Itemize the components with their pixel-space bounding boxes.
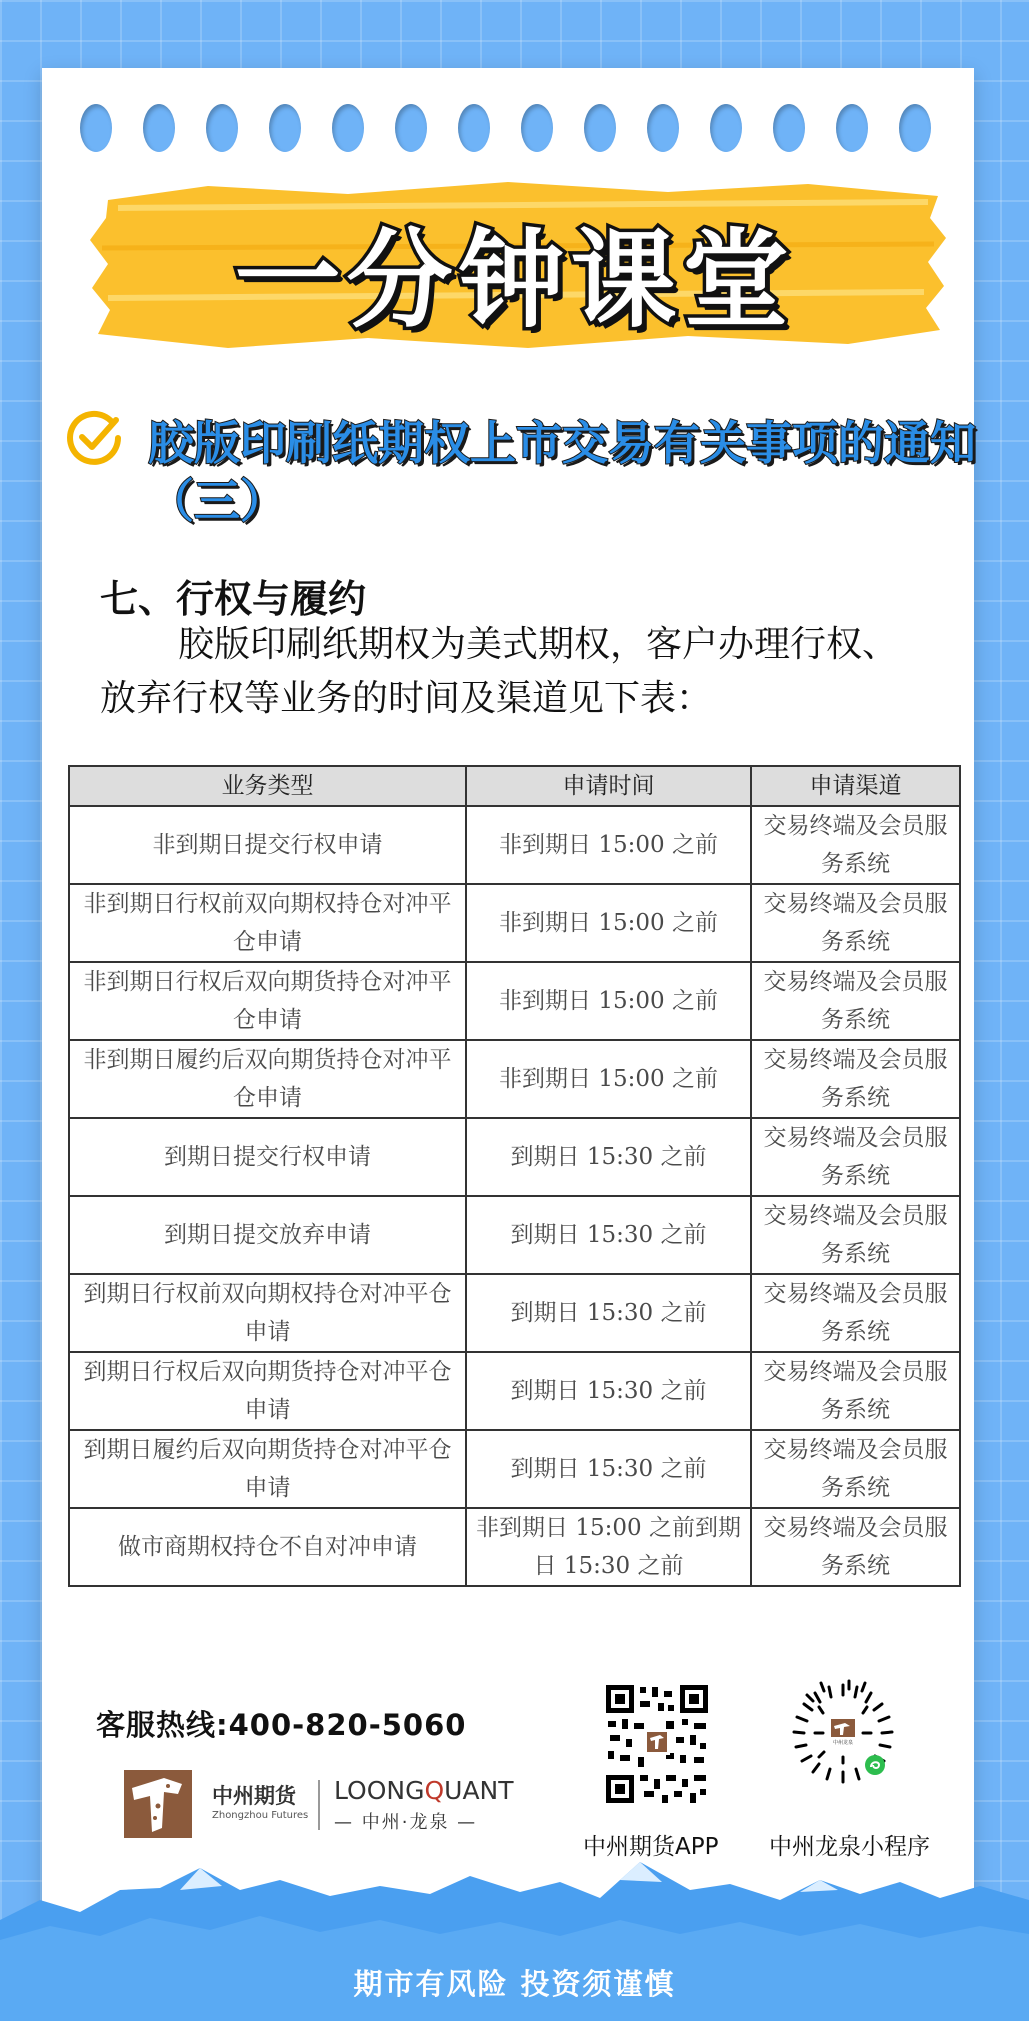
cell-apply-time: 到期日 15:30 之前 (466, 1430, 751, 1508)
table-row (69, 1508, 960, 1586)
table-row (69, 884, 960, 962)
table-row (69, 806, 960, 884)
cell-apply-time: 到期日 15:30 之前 (466, 1196, 751, 1274)
table-row (69, 1196, 960, 1274)
section-body: 胶版印刷纸期权为美式期权，客户办理行权、放弃行权等业务的时间及渠道见下表： (100, 624, 899, 719)
cell-apply-time: 到期日 15:30 之前 (466, 1352, 751, 1430)
cell-apply-time: 非到期日 15:00 之前 (466, 884, 751, 962)
cell-apply-time: 非到期日 15:00 之前 (466, 962, 751, 1040)
cell-business-type: 到期日行权前双向期权持仓对冲平仓申请 (69, 1274, 466, 1352)
loongquant-logo: LOONGQUANT (334, 1776, 514, 1805)
table-row (69, 1274, 960, 1352)
cell-business-type: 到期日提交放弃申请 (69, 1196, 466, 1274)
risk-warning-footer: 期市有风险 投资须谨慎 (353, 1967, 676, 2001)
cell-business-type: 非到期日行权后双向期货持仓对冲平仓申请 (69, 962, 466, 1040)
cell-apply-time: 到期日 15:30 之前 (466, 1118, 751, 1196)
cell-business-type: 到期日履约后双向期货持仓对冲平仓申请 (69, 1430, 466, 1508)
cell-apply-channel: 交易终端及会员服务系统 (751, 1274, 960, 1352)
table-row (69, 1118, 960, 1196)
cell-apply-channel: 交易终端及会员服务系统 (751, 1508, 960, 1586)
cell-business-type: 非到期日提交行权申请 (69, 806, 466, 884)
cell-apply-channel: 交易终端及会员服务系统 (751, 1430, 960, 1508)
cell-apply-channel: 交易终端及会员服务系统 (751, 1196, 960, 1274)
binder-holes (80, 104, 950, 152)
cell-business-type: 到期日行权后双向期货持仓对冲平仓申请 (69, 1352, 466, 1430)
cell-apply-channel: 交易终端及会员服务系统 (751, 806, 960, 884)
table-row (69, 1430, 960, 1508)
cell-business-type: 到期日提交行权申请 (69, 1118, 466, 1196)
header-apply-channel: 申请渠道 (751, 766, 960, 806)
app-qr-label: 中州期货APP (583, 1834, 719, 1860)
cell-apply-time: 到期日 15:30 之前 (466, 1274, 751, 1352)
section-heading: 七、行权与履约 (100, 577, 367, 621)
cell-apply-channel: 交易终端及会员服务系统 (751, 1352, 960, 1430)
cell-apply-channel: 交易终端及会员服务系统 (751, 962, 960, 1040)
cell-apply-time: 非到期日 15:00 之前到期日 15:30 之前 (466, 1508, 751, 1586)
header-business-type: 业务类型 (69, 766, 466, 806)
cell-apply-channel: 交易终端及会员服务系统 (751, 1118, 960, 1196)
notice-title: 胶版印刷纸期权上市交易有关事项的通知（三） (148, 416, 976, 528)
table-header-row (69, 766, 960, 806)
cell-business-type: 非到期日行权前双向期权持仓对冲平仓申请 (69, 884, 466, 962)
zhongzhou-logo-name: 中州期货 (212, 1784, 296, 1808)
check-circle-icon (64, 408, 124, 468)
zhongzhou-logo-icon (124, 1770, 192, 1838)
mini-program-label: 中州龙泉小程序 (769, 1834, 930, 1860)
banner-title: 一分钟课堂 (234, 219, 795, 342)
customer-hotline: 客服热线:400-820-5060 (96, 1708, 467, 1742)
table-row (69, 1040, 960, 1118)
cell-apply-time: 非到期日 15:00 之前 (466, 1040, 751, 1118)
table-row (69, 1352, 960, 1430)
exercise-rules-table (68, 765, 961, 1587)
cell-business-type: 做市商期权持仓不自对冲申请 (69, 1508, 466, 1586)
cell-apply-time: 非到期日 15:00 之前 (466, 806, 751, 884)
cell-apply-channel: 交易终端及会员服务系统 (751, 884, 960, 962)
loongquant-logo-cn: — 中州·龙泉 — (334, 1812, 478, 1833)
table-row (69, 962, 960, 1040)
app-qr-code-icon[interactable] (604, 1683, 710, 1805)
logo-divider (318, 1780, 320, 1830)
cell-apply-channel: 交易终端及会员服务系统 (751, 1040, 960, 1118)
header-apply-time: 申请时间 (466, 766, 751, 806)
svg-text:中州龙泉: 中州龙泉 (832, 1740, 854, 1746)
cell-business-type: 非到期日履约后双向期货持仓对冲平仓申请 (69, 1040, 466, 1118)
zhongzhou-logo-english: Zhongzhou Futures (212, 1810, 309, 1821)
mini-program-code-icon[interactable] (787, 1677, 899, 1799)
